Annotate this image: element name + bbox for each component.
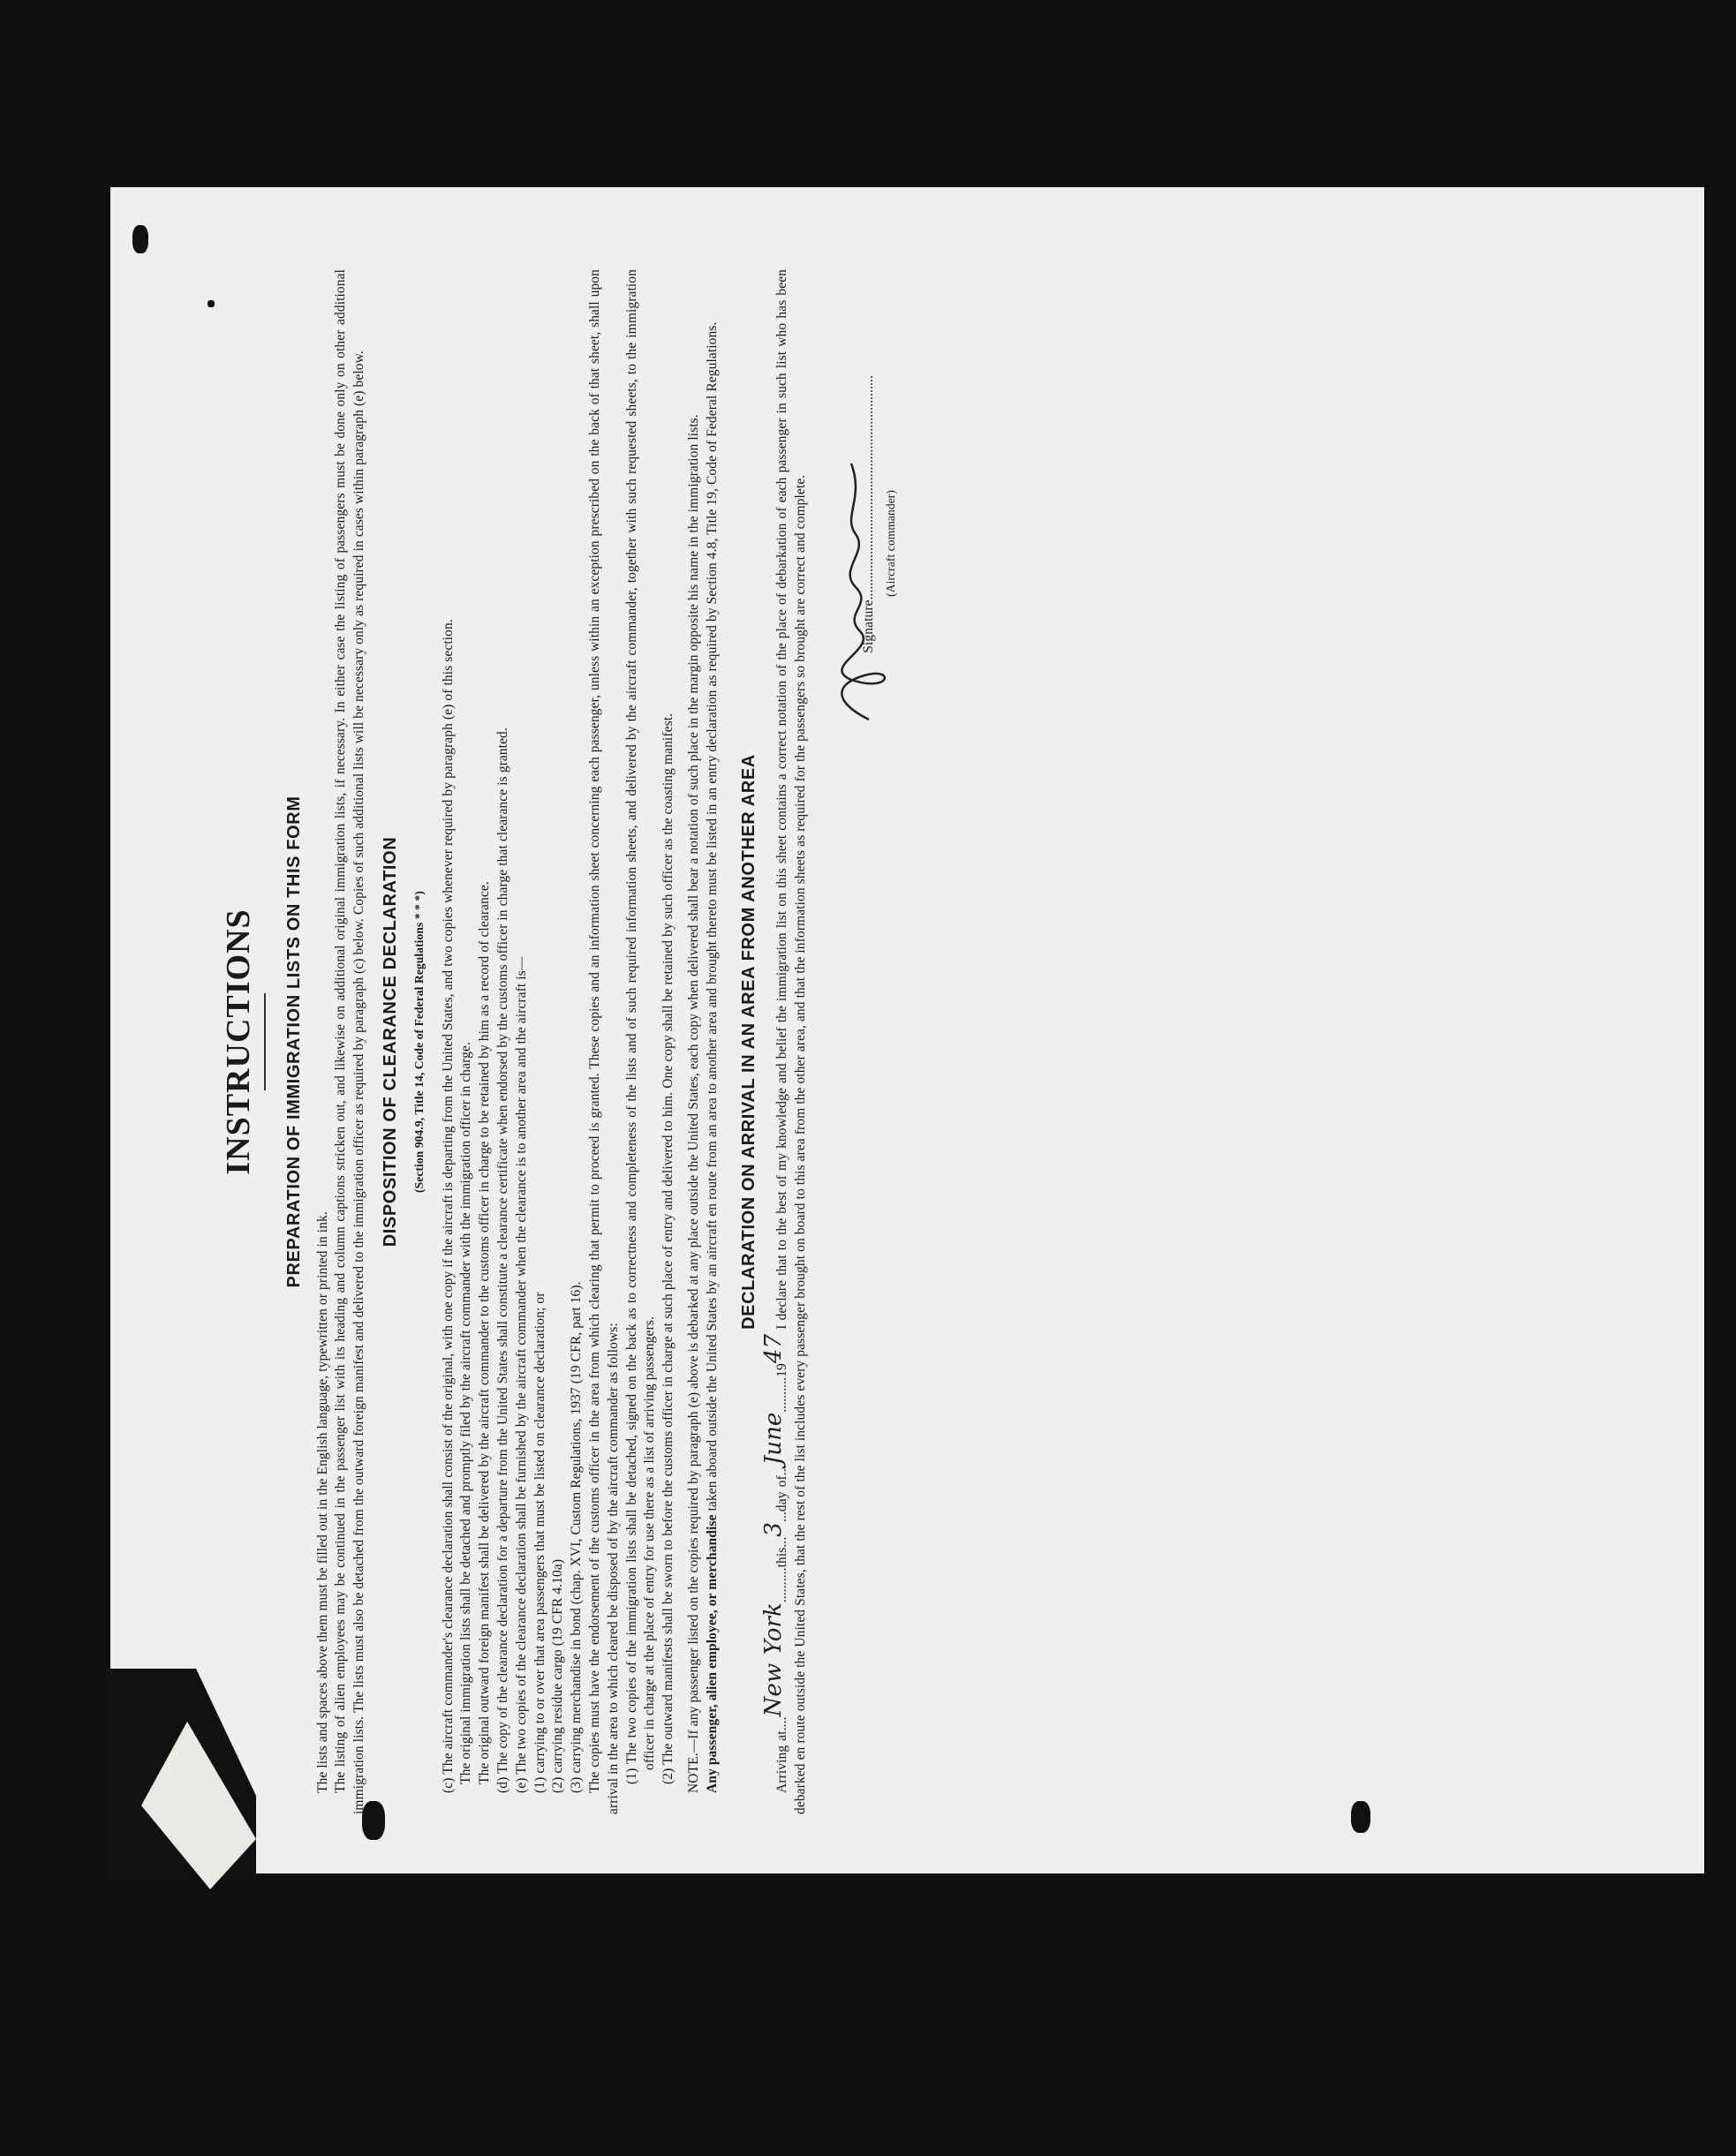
signature-caption: (Aircraft commander) — [883, 490, 897, 597]
arriving-label: Arriving at — [774, 1730, 790, 1793]
paragraph-f1: (1) The two copies of the immigration lists shall be detached, signed on the back as to correctness and completeness of the lists and of such required information sheets, and delivered by the aircraft commander, together with such requested sheets, to the immigration officer in charge at the place of entry for use there as a list of arriving passengers. — [623, 269, 658, 1784]
paragraph-d: (d) The copy of the clearance declaration for a departure from the United States shall constitute a clearance certificate when endorsed by the customs officer in charge that clearance is granted. — [494, 727, 510, 1793]
year-prefix: 19 — [774, 1363, 790, 1377]
handwritten-signature — [825, 446, 895, 728]
section-disposition-heading: DISPOSITION OF CLEARANCE DECLARATION — [380, 836, 400, 1248]
year-field[interactable]: 47 — [760, 1333, 788, 1364]
title-rule — [264, 993, 266, 1090]
any-rest: taken aboard outside the United States by an aircraft en route from an area to another area and brought thereto must be listed in an entry declaration as required by Section 4.8, Title 19, Code of Federal Regulations. — [704, 321, 720, 1515]
day-label: day of — [774, 1475, 790, 1512]
month-field[interactable]: June — [760, 1412, 788, 1466]
section-disposition-subheading: (Section 904.9, Title 14, Code of Federal Regulations * * *) — [411, 891, 426, 1193]
paragraph-copies: The copies must have the endorsement of the customs officer in the area from which clearing that permit to proceed is granted. These copies and an information sheet concerning each passenger, unless within an exception prescribed on the back of that sheet, shall upon arrival in the area to which cleared be disposed of by the aircraft commander as follows: — [586, 269, 621, 1814]
signature-label: Signature — [860, 599, 876, 653]
day-field[interactable]: 3 — [760, 1522, 788, 1537]
paragraph-e3: (3) carrying merchandise in bond (chap. XVI, Custom Regulations, 1937 (19 CFR, part 16). — [569, 1281, 585, 1793]
declaration-paragraph: Arriving at....New York..........this...3...day of...June..........1947 I declare that to the best of my knowledge and belief the immigration list on this sheet contains a correct notation of the place of debarkation of each passenger in such list who has been debarked en route outside the United States, that the rest of the list includes every passenger brought on board to this area from the other area, and that the information sheets as required for the passengers so brought are correct and complete. — [760, 268, 809, 1814]
paragraph-any — [704, 269, 722, 1814]
paragraph-e1: (1) carrying to or over that area passengers that must be listed on clearance declaration; or — [532, 1292, 547, 1793]
signature-line: Signature................................................................ — [860, 269, 879, 1814]
page-title: INSTRUCTIONS — [220, 908, 257, 1175]
paragraph-note: NOTE.—If any passenger listed on the copies required by paragraph (e) above is debarked at any place outside the United States, each copy when delivered shall bear a notation of such place in the margin opposite his name in the immigration lists. — [685, 414, 701, 1793]
arriving-place-field[interactable]: New York — [760, 1602, 788, 1717]
paragraph: The lists and spaces above them must be filled out in the English language, typewritten or printed in ink. — [314, 1211, 330, 1793]
paragraph-c2: The original outward foreign manifest shall be delivered by the aircraft commander to the customs officer in charge to be retained by him as a record of clearance. — [477, 881, 493, 1784]
section-preparation-heading: PREPARATION OF IMMIGRATION LISTS ON THIS FORM — [283, 795, 304, 1288]
paragraph-e: (e) The two copies of the clearance declaration shall be furnished by the aircraft commander when the clearance is to another area and the aircraft is— — [513, 956, 529, 1793]
paragraph-c1: The original immigration lists shall be detached and promptly filed by the aircraft commander with the immigration officer in charge. — [458, 1042, 474, 1784]
paragraph: The listing of alien employees may be continued in the passenger list with its heading and column captions stricken out, and likewise on additional original immigration lists, if necessary. In either case the listing of passengers must be done only on other additional immigration lists. The lists must also be detached from the outward foreign manifest and delivered to the immigration officer as required by paragraph (c) below. Copies of such additional lists will be necessary only as required in cases within paragraph (e) below. — [333, 269, 367, 1814]
rotated-content — [221, 269, 1634, 1814]
paragraph-c: (c) The aircraft commander's clearance declaration shall consist of the original, with one copy if the aircraft is departing from the United States, and two copies whenever required by paragraph (e) of this section. — [440, 619, 456, 1793]
ink-speck — [208, 300, 215, 307]
any-lead: Any passenger, alien employee, or merchandise — [704, 1514, 720, 1793]
paragraph-f2: (2) The outward manifests shall be sworn to before the customs officer in charge at such place of entry and delivered to him. One copy shall be retained by such officer as the coasting manifest. — [660, 712, 676, 1784]
ink-speck — [132, 225, 148, 253]
section-declaration-heading: DECLARATION ON ARRIVAL IN AN AREA FROM ANOTHER AREA — [738, 754, 759, 1330]
this-label: this — [774, 1547, 790, 1568]
paragraph-e2: (2) carrying residue cargo (19 CFR 4.10a) — [550, 1558, 566, 1793]
declare-text: I declare that to the best of my knowledge and belief the immigration list on this sheet contains a correct notation of the place of debarkation of each passenger in such list who has been debarked en route outside the United States, that the rest of the list includes every passenger brought on board to this area from the other area, and that the information sheets as required for the passengers so brought are correct and complete. — [774, 268, 809, 1814]
